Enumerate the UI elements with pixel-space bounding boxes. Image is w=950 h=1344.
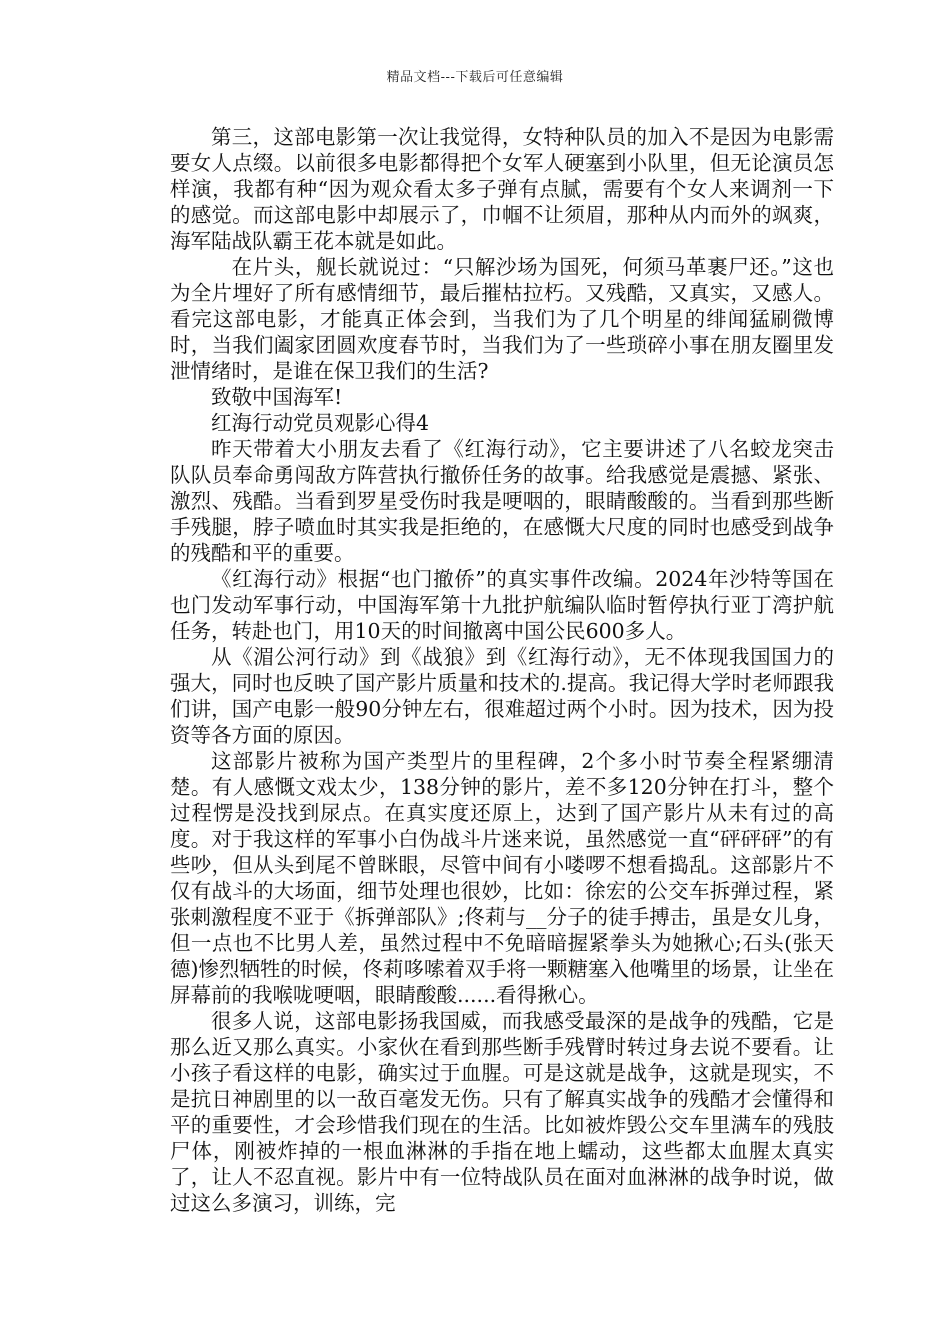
document-body [170, 124, 834, 1216]
page-header: 精品文档---下载后可任意编辑 [386, 70, 564, 85]
paragraph: 昨天带着大小朋友去看了《红海行动》，它主要讲述了八名蛟龙突击队队员奉命勇闯敌方阵营执行撤侨任务的故事。给我感觉是震撼、紧张、激烈、残酷。当看到罗星受伤时我是哽咽的，眼睛酸酸的。当看到那些断手残腿，脖子喷血时其实我是拒绝的，在感慨大尺度的同时也感受到战争的残酷和平的重要。 [170, 437, 834, 565]
paragraph: 《红海行动》根据“也门撤侨”的真实事件改编。2024年沙特等国在也门发动军事行动，中国海军第十九批护航编队临时暂停执行亚丁湾护航任务，转赴也门，用10天的时间撤离中国公民600多人。 [170, 567, 834, 643]
section-title: 红海行动党员观影心得4 [211, 411, 430, 435]
paragraph: 这部影片被称为国产类型片的里程碑，2个多小时节奏全程紧绷清楚。有人感慨文戏太少，138分钟的影片，差不多120分钟在打斗，整个过程愣是没找到尿点。在真实度还原上，达到了国产影片从未有过的高度。对于我这样的军事小白伪战斗片迷来说，虽然感觉一直“砰砰砰”的有些吵，但从头到尾不曾眯眼，尽管中间有小喽啰不想看捣乱。这部影片不仅有战斗的大场面，细节处理也很妙，比如：徐宏的公交车拆弹过程，紧张刺激程度不亚于《拆弹部队》;佟莉与__分子的徒手搏击，虽是女儿身，但一点也不比男人差，虽然过程中不免暗暗握紧拳头为她揪心;石头(张天德)惨烈牺牲的时候，佟莉哆嗦着双手将一颗糖塞入他嘴里的场景，让坐在屏幕前的我喉咙哽咽，眼睛酸酸......看得揪心。 [170, 749, 834, 1007]
paragraph: 致敬中国海军! [211, 385, 343, 409]
paragraph: 从《湄公河行动》到《战狼》到《红海行动》，无不体现我国国力的强大，同时也反映了国产影片质量和技术的.提高。我记得大学时老师跟我们讲，国产电影一般90分钟左右，很难超过两个小时。因为技术，因为投资等各方面的原因。 [170, 645, 834, 747]
paragraph: 很多人说，这部电影扬我国威，而我感受最深的是战争的残酷，它是那么近又那么真实。小家伙在看到那些断手残臂时转过身去说不要看。让小孩子看这样的电影，确实过于血腥。可是这就是战争，这就是现实，不是抗日神剧里的以一敌百毫发无伤。只有了解真实战争的残酷才会懂得和平的重要性，才会珍惜我们现在的生活。比如被炸毁公交车里满车的残肢尸体，刚被炸掉的一根血淋淋的手指在地上蠕动，这些都太血腥太真实了，让人不忍直视。影片中有一位特战队员在面对血淋淋的战争时说，做过这么多演习，训练，完 [170, 1009, 834, 1215]
paragraph: 第三，这部电影第一次让我觉得，女特种队员的加入不是因为电影需要女人点缀。以前很多电影都得把个女军人硬塞到小队里，但无论演员怎样演，我都有种“因为观众看太多子弹有点腻，需要有个女人来调剂一下的感觉。而这部电影中却展示了，巾帼不让须眉，那种从内而外的飒爽，海军陆战队霸王花本就是如此。 [170, 125, 834, 253]
paragraph: 在片头，舰长就说过：“只解沙场为国死，何须马革裹尸还。”这也为全片埋好了所有感情细节，最后摧枯拉朽。又残酷，又真实，又感人。看完这部电影，才能真正体会到，当我们为了几个明星的绯闻猛刷微博时，当我们阖家团圆欢度春节时，当我们为了一些琐碎小事在朋友圈里发泄情绪时，是谁在保卫我们的生活? [170, 255, 834, 383]
